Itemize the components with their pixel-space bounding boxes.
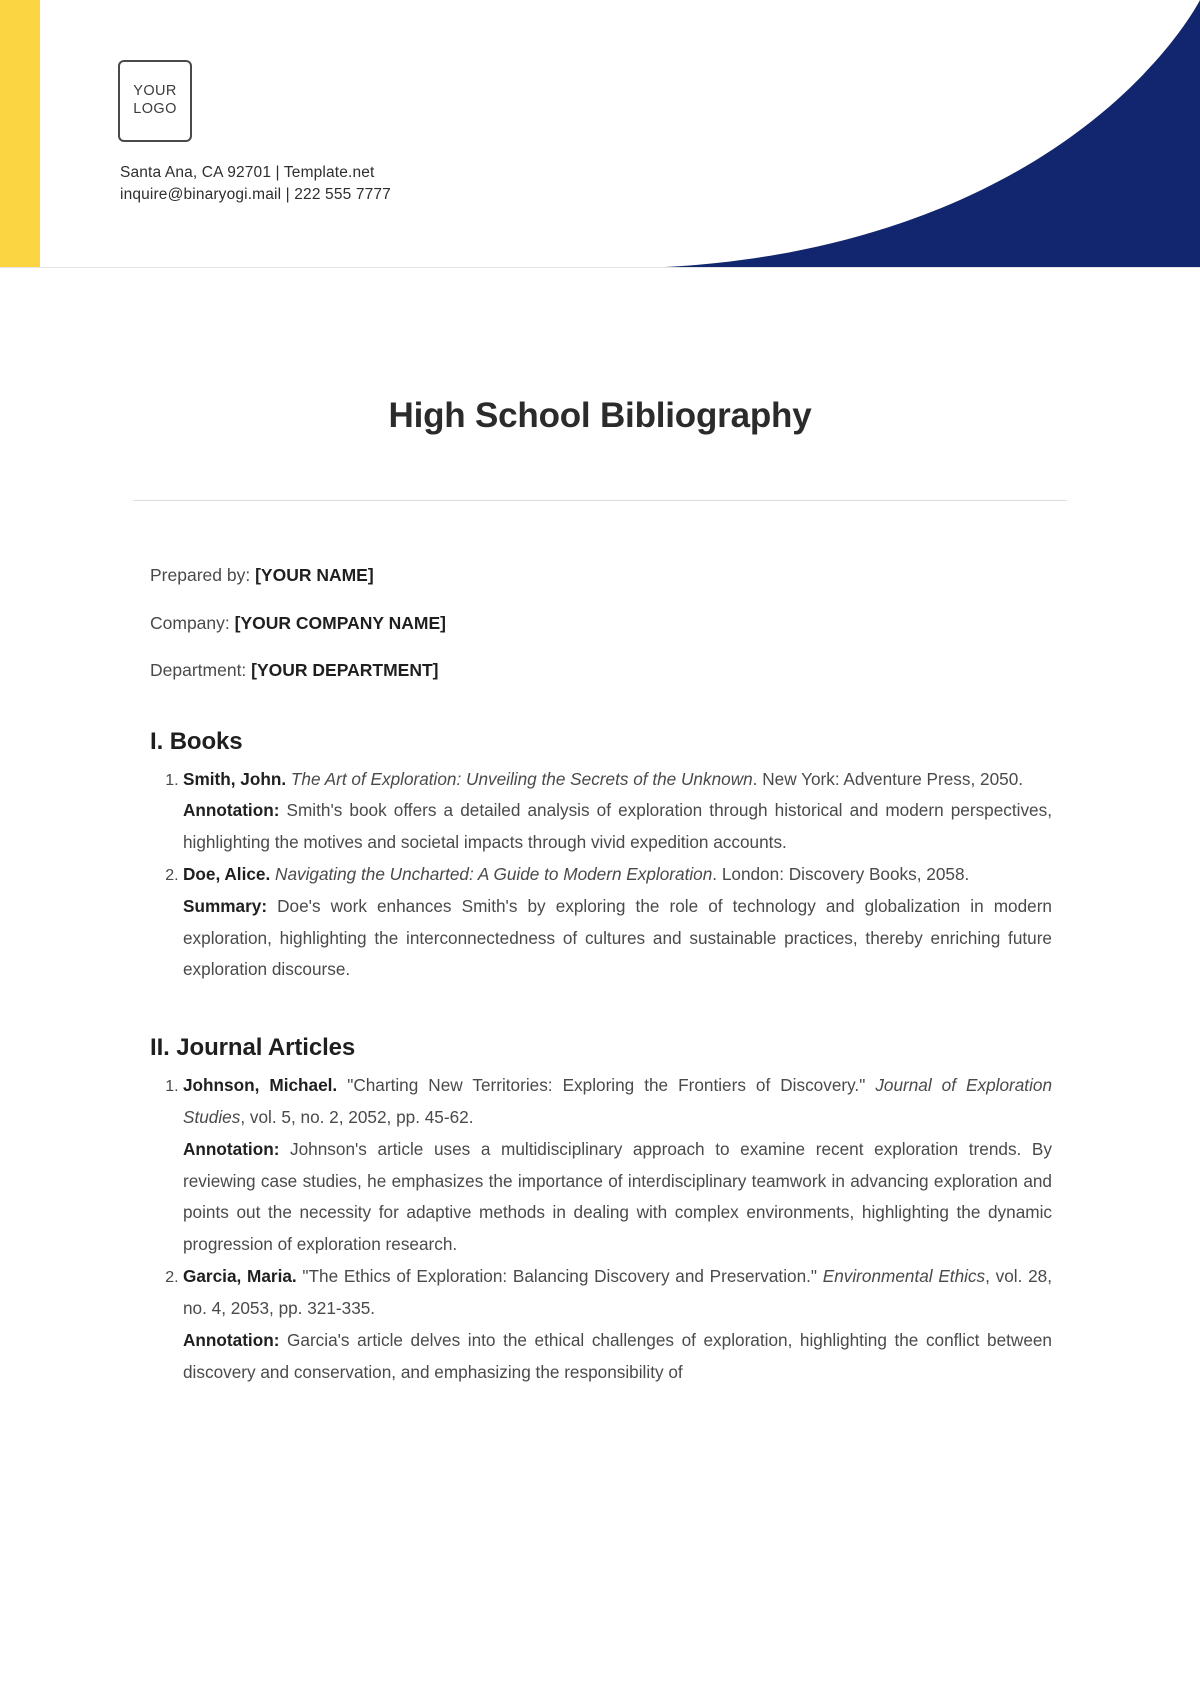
section-heading-books: I. Books — [150, 727, 243, 755]
contact-info — [120, 162, 391, 206]
navy-curve-decoration — [580, 0, 1200, 268]
document-content — [148, 567, 1052, 1388]
citation-text — [183, 764, 1052, 796]
meta-department — [150, 662, 1052, 680]
meta-prepared-by — [150, 567, 1052, 585]
document-page — [0, 268, 1200, 1388]
title-divider — [133, 500, 1067, 501]
citation-publication: . London: Discovery Books, 2058. — [712, 863, 970, 884]
section-heading-journal-articles: II. Journal Articles — [150, 1034, 356, 1062]
citation-note — [183, 1325, 1052, 1389]
contact-address-website: Santa Ana, CA 92701 | Template.net — [120, 164, 375, 181]
logo-placeholder — [118, 60, 192, 142]
meta-company — [150, 612, 1052, 633]
citation-article-title: "Charting New Territories: Exploring the Frontiers of Discovery." — [347, 1075, 866, 1096]
citation-publication: . New York: Adventure Press, 2050. — [752, 768, 1024, 789]
citation-article-title: "The Ethics of Exploration: Balancing Discovery and Preservation." — [302, 1266, 818, 1287]
citation-text — [183, 1261, 1052, 1325]
citation-journal: Journal of Exploration Studies — [183, 1075, 1053, 1127]
yellow-accent-bar — [0, 0, 40, 268]
citation-note — [183, 1134, 1052, 1261]
logo-line-1: YOUR — [133, 83, 177, 100]
page-header — [0, 0, 1200, 268]
books-citation-list — [150, 764, 1052, 987]
citation-author: Doe, Alice. — [183, 863, 271, 884]
citation-publication: , vol. 5, no. 2, 2052, pp. 45-62. — [240, 1107, 474, 1127]
meta-value: [YOUR DEPARTMENT] — [251, 660, 439, 680]
citation-author: Smith, John. — [183, 768, 287, 789]
list-item — [183, 764, 1052, 859]
citation-text — [183, 1070, 1052, 1134]
logo-line-2: LOGO — [133, 101, 177, 117]
list-item — [183, 1070, 1052, 1261]
citation-author: Johnson, Michael. — [183, 1075, 338, 1096]
note-label: Annotation: — [183, 800, 280, 821]
citation-note — [183, 891, 1052, 986]
page-title: High School Bibliography — [388, 396, 812, 435]
citation-title: The Art of Exploration: Unveiling the Secrets of the Unknown — [290, 768, 753, 789]
note-text: Garcia's article delves into the ethical challenges of exploration, highlighting the conflict between discovery and conservation, and emphasizing the responsibility of — [183, 1329, 1052, 1382]
note-text: Johnson's article uses a multidisciplinary approach to examine recent exploration trends. By reviewing case studies, he emphasizes the importance of interdisciplinary teamwork in advancing exploration and points out the necessity for adaptive methods in dealing with complex environments, highlighting the dynamic progression of exploration research. — [183, 1138, 1052, 1255]
contact-email-phone: inquire@binaryogi.mail | 222 555 7777 — [120, 186, 391, 203]
list-item — [183, 1261, 1052, 1388]
meta-label: Company: — [150, 612, 230, 633]
note-label: Annotation: — [183, 1138, 280, 1159]
citation-title: Navigating the Uncharted: A Guide to Modern Exploration — [275, 863, 713, 884]
note-label: Summary: — [183, 895, 268, 916]
note-text: Doe's work enhances Smith's by exploring the role of technology and globalization in modern exploration, highlighting the interconnectedness of cultures and sustainable practices, thereby enriching future exploration discourse. — [183, 895, 1052, 980]
list-item — [183, 859, 1052, 986]
note-text: Smith's book offers a detailed analysis of exploration through historical and modern perspectives, highlighting the motives and societal impacts through vivid expedition accounts. — [183, 800, 1052, 853]
meta-label: Prepared by: — [150, 565, 251, 585]
citation-text — [183, 859, 1052, 891]
citation-journal: Environmental Ethics — [822, 1266, 986, 1287]
meta-value: [YOUR NAME] — [255, 565, 374, 585]
journal-citation-list — [150, 1070, 1052, 1388]
note-label: Annotation: — [183, 1329, 280, 1350]
meta-label: Department: — [150, 660, 247, 680]
citation-publication: , vol. 28, no. 4, 2053, pp. 321-335. — [183, 1266, 1052, 1318]
citation-author: Garcia, Maria. — [183, 1266, 297, 1287]
citation-note — [183, 795, 1052, 859]
meta-value: [YOUR COMPANY NAME] — [234, 612, 446, 633]
